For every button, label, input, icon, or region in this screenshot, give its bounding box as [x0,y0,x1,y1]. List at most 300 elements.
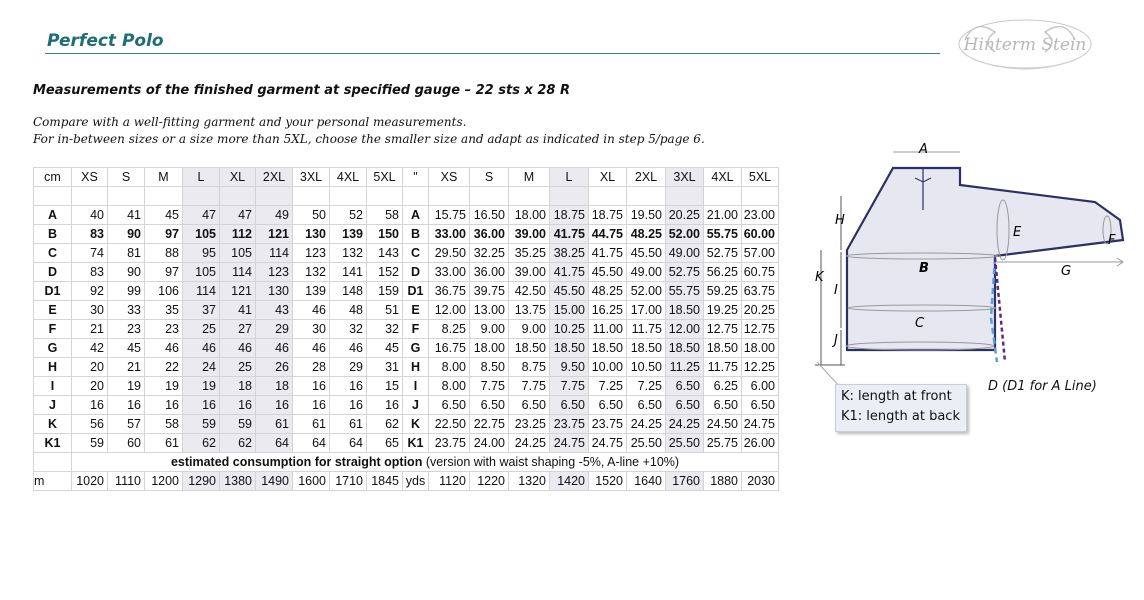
label-J: J [834,333,838,348]
inch-value: 18.50 [550,339,589,358]
yards-value: 1120 [429,472,470,491]
row-label: F [403,320,429,339]
inch-value: 56.25 [704,263,742,282]
cm-value: 64 [256,434,293,453]
size-header-in: XS [429,168,470,187]
cm-value: 16 [72,396,108,415]
size-header-cm: 3XL [293,168,330,187]
inch-value: 9.00 [509,320,550,339]
inch-value: 24.50 [704,415,742,434]
size-header-in: L [550,168,589,187]
inch-value: 7.75 [470,377,509,396]
cm-value: 24 [183,358,220,377]
cm-value: 143 [367,244,403,263]
cm-value: 19 [145,377,183,396]
inch-value: 23.75 [429,434,470,453]
inch-value: 8.00 [429,358,470,377]
inch-value: 24.25 [627,415,666,434]
inch-value: 18.50 [627,339,666,358]
empty-cell [742,187,779,206]
cm-value: 62 [367,415,403,434]
row-label: A [403,206,429,225]
cm-value: 41 [108,206,145,225]
cm-value: 97 [145,225,183,244]
cm-value: 61 [145,434,183,453]
cm-value: 65 [367,434,403,453]
cm-value: 112 [220,225,256,244]
inch-value: 52.75 [666,263,704,282]
inch-value: 6.50 [666,377,704,396]
cm-value: 31 [367,358,403,377]
inch-value: 52.75 [704,244,742,263]
inch-value: 55.75 [666,282,704,301]
empty-cell [429,187,470,206]
inch-value: 24.25 [509,434,550,453]
table-row [34,434,779,453]
cm-value: 59 [183,415,220,434]
cm-value: 29 [330,358,367,377]
inch-value: 10.25 [550,320,589,339]
inch-value: 11.75 [627,320,666,339]
table-row [34,282,779,301]
size-header-cm: XS [72,168,108,187]
note-line-1: Compare with a well-fitting garment and your personal measurements. [33,115,467,129]
cm-value: 18 [256,377,293,396]
cm-value: 52 [330,206,367,225]
inch-value: 21.00 [704,206,742,225]
inch-value: 25.50 [666,434,704,453]
inch-value: 18.50 [704,339,742,358]
inch-value: 36.00 [470,263,509,282]
cm-value: 50 [293,206,330,225]
yards-label: yds [403,472,429,491]
cm-value: 51 [367,301,403,320]
inch-value: 18.00 [742,339,779,358]
cm-value: 159 [367,282,403,301]
cm-value: 106 [145,282,183,301]
inch-value: 33.00 [429,225,470,244]
inch-value: 55.75 [704,225,742,244]
meters-value: 1290 [183,472,220,491]
inch-value: 48.25 [627,225,666,244]
inch-value: 20.25 [666,206,704,225]
table-row [34,358,779,377]
cm-value: 123 [293,244,330,263]
inch-value: 6.50 [470,396,509,415]
size-header-in: 2XL [627,168,666,187]
label-B: B [919,261,929,276]
inch-value: 7.25 [589,377,627,396]
inch-value: 36.75 [429,282,470,301]
cm-value: 27 [220,320,256,339]
row-label: C [34,244,72,263]
empty-cell [72,187,108,206]
inch-value: 52.00 [666,225,704,244]
inch-value: 6.00 [742,377,779,396]
inch-value: 23.25 [509,415,550,434]
inch-value: 26.00 [742,434,779,453]
row-label: H [403,358,429,377]
table-row [34,339,779,358]
row-label: B [34,225,72,244]
empty-cell [666,187,704,206]
inch-value: 8.25 [429,320,470,339]
row-label: B [403,225,429,244]
yards-value: 1520 [589,472,627,491]
cm-value: 58 [367,206,403,225]
cm-value: 114 [220,263,256,282]
cm-value: 148 [330,282,367,301]
empty-cell [293,187,330,206]
cm-value: 19 [183,377,220,396]
inch-value: 11.75 [704,358,742,377]
inch-value: 15.00 [550,301,589,320]
inch-value: 16.50 [470,206,509,225]
table-row [34,320,779,339]
cm-value: 61 [293,415,330,434]
cm-value: 15 [367,377,403,396]
inch-value: 6.50 [704,396,742,415]
inch-value: 18.75 [550,206,589,225]
cm-value: 61 [330,415,367,434]
inch-value: 25.50 [627,434,666,453]
empty-cell [367,187,403,206]
cm-value: 25 [220,358,256,377]
cm-value: 92 [72,282,108,301]
inch-value: 24.75 [589,434,627,453]
label-E: E [1013,225,1022,240]
table-header-row [34,168,779,187]
cm-value: 20 [72,358,108,377]
meters-label: m [34,472,72,491]
row-label: K [34,415,72,434]
meters-value: 1600 [293,472,330,491]
cm-value: 90 [108,263,145,282]
cm-value: 150 [367,225,403,244]
row-label: E [34,301,72,320]
inch-value: 49.00 [627,263,666,282]
cm-value: 20 [72,377,108,396]
callout-line-k: K: length at front [841,389,952,404]
inch-value: 24.25 [666,415,704,434]
inch-value: 41.75 [550,225,589,244]
consumption-caption-bold: estimated consumption for straight option [170,455,423,469]
size-header-cm: L [183,168,220,187]
inch-value: 12.25 [742,358,779,377]
inch-value: 6.50 [666,396,704,415]
inch-value: 44.75 [589,225,627,244]
cm-value: 97 [145,263,183,282]
cm-value: 46 [293,301,330,320]
cm-value: 35 [145,301,183,320]
row-label: J [403,396,429,415]
label-H: H [835,213,845,228]
cm-value: 23 [108,320,145,339]
cm-value: 46 [256,339,293,358]
cm-value: 105 [220,244,256,263]
meters-value: 1490 [256,472,293,491]
size-header-cm: 5XL [367,168,403,187]
table-row [34,415,779,434]
cm-value: 16 [330,377,367,396]
cm-value: 88 [145,244,183,263]
inch-value: 8.00 [429,377,470,396]
inch-value: 36.00 [470,225,509,244]
yards-value: 2030 [742,472,779,491]
inch-value: 6.50 [550,396,589,415]
empty-cell [256,187,293,206]
cm-value: 16 [367,396,403,415]
size-header-in: 5XL [742,168,779,187]
label-D: D (D1 for A Line) [988,379,1097,394]
inch-value: 32.25 [470,244,509,263]
inch-value: 11.25 [666,358,704,377]
cm-value: 61 [256,415,293,434]
cm-value: 105 [183,225,220,244]
inch-value: 6.50 [589,396,627,415]
inch-value: 38.25 [550,244,589,263]
cm-value: 29 [256,320,293,339]
row-label: I [403,377,429,396]
size-header-in: 3XL [666,168,704,187]
meters-value: 1200 [145,472,183,491]
inch-value: 59.25 [704,282,742,301]
cm-value: 152 [367,263,403,282]
empty-cell [183,187,220,206]
cm-value: 40 [72,206,108,225]
cm-value: 37 [183,301,220,320]
empty-cell [509,187,550,206]
cm-value: 130 [293,225,330,244]
cm-value: 56 [72,415,108,434]
cm-value: 16 [256,396,293,415]
cm-value: 45 [145,206,183,225]
inch-value: 7.75 [550,377,589,396]
meters-value: 1380 [220,472,256,491]
inch-value: 60.00 [742,225,779,244]
cm-value: 16 [145,396,183,415]
cm-value: 16 [183,396,220,415]
inch-value: 9.00 [470,320,509,339]
inch-value: 48.25 [589,282,627,301]
consumption-caption-row [34,453,779,472]
inch-value: 11.00 [589,320,627,339]
size-header-in: XL [589,168,627,187]
table-row [34,225,779,244]
row-label: I [34,377,72,396]
empty-cell [34,187,72,206]
inch-value: 18.50 [589,339,627,358]
consumption-caption-note: (version with waist shaping -5%, A-line +10%) [422,455,680,469]
callout-line-k1: K1: length at back [841,409,960,424]
cm-value: 21 [108,358,145,377]
empty-cell [589,187,627,206]
row-label: K [403,415,429,434]
inch-value: 49.00 [666,244,704,263]
cm-value: 60 [108,434,145,453]
inch-value: 35.25 [509,244,550,263]
size-header-cm: S [108,168,145,187]
meters-value: 1110 [108,472,145,491]
inch-value: 12.75 [742,320,779,339]
inch-value: 18.75 [589,206,627,225]
cm-value: 45 [108,339,145,358]
cm-value: 30 [72,301,108,320]
meters-value: 1710 [330,472,367,491]
inch-value: 12.00 [429,301,470,320]
inch-value: 8.75 [509,358,550,377]
cm-value: 21 [72,320,108,339]
cm-value: 22 [145,358,183,377]
inch-value: 8.50 [470,358,509,377]
cm-value: 43 [256,301,293,320]
empty-cell [704,187,742,206]
size-header-cm: M [145,168,183,187]
cm-value: 114 [256,244,293,263]
size-header-in: 4XL [704,168,742,187]
label-C: C [915,316,925,331]
cm-value: 30 [293,320,330,339]
table-row [34,377,779,396]
meters-value: 1845 [367,472,403,491]
cm-value: 105 [183,263,220,282]
inch-value: 13.00 [470,301,509,320]
unit-cm-header: cm [34,168,72,187]
cm-value: 41 [220,301,256,320]
empty-cell [34,453,72,472]
cm-value: 33 [108,301,145,320]
consumption-caption [72,453,779,472]
row-label: D [34,263,72,282]
cm-value: 83 [72,225,108,244]
cm-value: 46 [330,339,367,358]
empty-cell [550,187,589,206]
inch-value: 19.25 [704,301,742,320]
inch-value: 18.00 [470,339,509,358]
cm-value: 132 [330,244,367,263]
inch-value: 33.00 [429,263,470,282]
cm-value: 25 [183,320,220,339]
inch-value: 45.50 [627,244,666,263]
cm-value: 47 [220,206,256,225]
label-A: A [919,142,928,157]
size-header-cm: 2XL [256,168,293,187]
inch-value: 9.50 [550,358,589,377]
inch-value: 18.50 [509,339,550,358]
inch-value: 18.50 [666,339,704,358]
cm-value: 49 [256,206,293,225]
inch-value: 22.50 [429,415,470,434]
inch-value: 18.50 [666,301,704,320]
label-I: I [834,283,838,298]
inch-value: 39.00 [509,225,550,244]
cm-value: 132 [293,263,330,282]
inch-value: 15.75 [429,206,470,225]
size-header-in: M [509,168,550,187]
cm-value: 28 [293,358,330,377]
cm-value: 62 [220,434,256,453]
inch-value: 63.75 [742,282,779,301]
cm-value: 62 [183,434,220,453]
cm-value: 90 [108,225,145,244]
cm-value: 81 [108,244,145,263]
cm-value: 83 [72,263,108,282]
measurements-heading: Measurements of the finished garment at specified gauge – 22 sts x 28 R [33,83,570,98]
cm-value: 130 [256,282,293,301]
inch-value: 60.75 [742,263,779,282]
inch-value: 19.50 [627,206,666,225]
cm-value: 74 [72,244,108,263]
row-label: F [34,320,72,339]
size-header-in: S [470,168,509,187]
cm-value: 16 [293,377,330,396]
label-F: F [1108,233,1116,248]
inch-value: 7.75 [509,377,550,396]
empty-cell [108,187,145,206]
consumption-row [34,472,779,491]
yards-value: 1880 [704,472,742,491]
inch-value: 24.75 [742,415,779,434]
inch-value: 18.00 [509,206,550,225]
row-label: G [34,339,72,358]
cm-value: 47 [183,206,220,225]
inch-value: 16.75 [429,339,470,358]
inch-value: 52.00 [627,282,666,301]
inch-value: 45.50 [550,282,589,301]
cm-value: 139 [330,225,367,244]
cm-value: 59 [72,434,108,453]
cm-value: 16 [330,396,367,415]
inch-value: 12.75 [704,320,742,339]
inch-value: 24.00 [470,434,509,453]
inch-value: 6.50 [627,396,666,415]
table-row [34,244,779,263]
inch-value: 17.00 [627,301,666,320]
inch-value: 57.00 [742,244,779,263]
inch-value: 6.25 [704,377,742,396]
empty-cell [145,187,183,206]
inch-value: 10.00 [589,358,627,377]
cm-value: 16 [293,396,330,415]
row-label: J [34,396,72,415]
inch-value: 45.50 [589,263,627,282]
row-label: E [403,301,429,320]
row-label: D1 [403,282,429,301]
row-label: K1 [403,434,429,453]
size-table [33,167,779,491]
empty-cell [403,187,429,206]
inch-value: 10.50 [627,358,666,377]
inch-value: 16.25 [589,301,627,320]
meters-value: 1020 [72,472,108,491]
label-G: G [1061,264,1072,279]
cm-value: 16 [220,396,256,415]
cm-value: 23 [145,320,183,339]
cm-value: 57 [108,415,145,434]
inch-value: 22.75 [470,415,509,434]
inch-value: 7.25 [627,377,666,396]
cm-value: 19 [108,377,145,396]
cm-value: 114 [183,282,220,301]
cm-value: 64 [293,434,330,453]
size-header-cm: XL [220,168,256,187]
row-label: H [34,358,72,377]
cm-value: 42 [72,339,108,358]
cm-value: 32 [367,320,403,339]
cm-value: 59 [220,415,256,434]
page-title: Perfect Polo [47,31,164,51]
row-label: D1 [34,282,72,301]
